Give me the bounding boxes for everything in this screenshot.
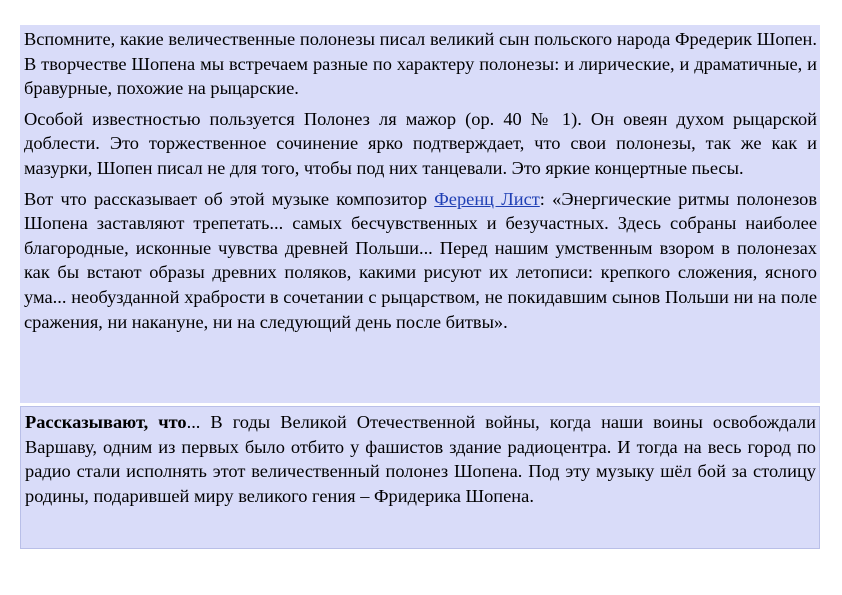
paragraph-story (25, 410, 816, 508)
text-block-story (20, 406, 820, 549)
paragraph-a-major: Особой известностью пользуется Полонез ля мажор (ор. 40 № 1). Он овеян духом рыцарской доблести. Это торжественное сочинение ярко подтверждает, что свои полонезы, так же как и мазурки, Шопен писал не для того, чтобы под них танцевали. Это яркие концертные пьесы. (24, 108, 817, 178)
paragraph-intro: Вспомните, какие величественные полонезы писал великий сын польского народа Фредерик Шопен. В творчестве Шопена мы встречаем разные по характеру полонезы: и лирические, и драматичные, и бравурные, похожие на рыцарские. (24, 29, 817, 99)
story-text: ... В годы Великой Отечественной войны, когда наши воины освобождали Варшаву, одним из первых было отбито у фашистов здание радиоцентра. И тогда на весь город по радио стали исполнять этот величественный полонез Шопена. Под эту музыку шёл бой за столицу родины, подарившей миру великого гения – Фридерика Шопена. (25, 412, 816, 506)
paragraph-liszt-quote (24, 187, 817, 335)
liszt-link[interactable]: Ференц Лист (434, 188, 540, 209)
story-lead: Рассказывают, что (25, 412, 187, 432)
quote-intro-text: Вот что рассказывает об этой музыке композитор (24, 188, 435, 209)
quote-text: : «Энергические ритмы полонезов Шопена заставляют трепетать... самых бесчувственных и безучастных. Здесь собраны наиболее благородные, исконные чувства древней Польши... Перед нашим умственным взором в полонезах как бы встают образы древних поляков, какими рисуют их летописи: крепкого сложения, ясного ума... необузданной храбрости в сочетании с рыцарством, не покидавшим сынов Польши ни на поле сражения, ни накануне, ни на следующий день после битвы». (24, 188, 817, 332)
text-block-polonaise (20, 25, 820, 403)
